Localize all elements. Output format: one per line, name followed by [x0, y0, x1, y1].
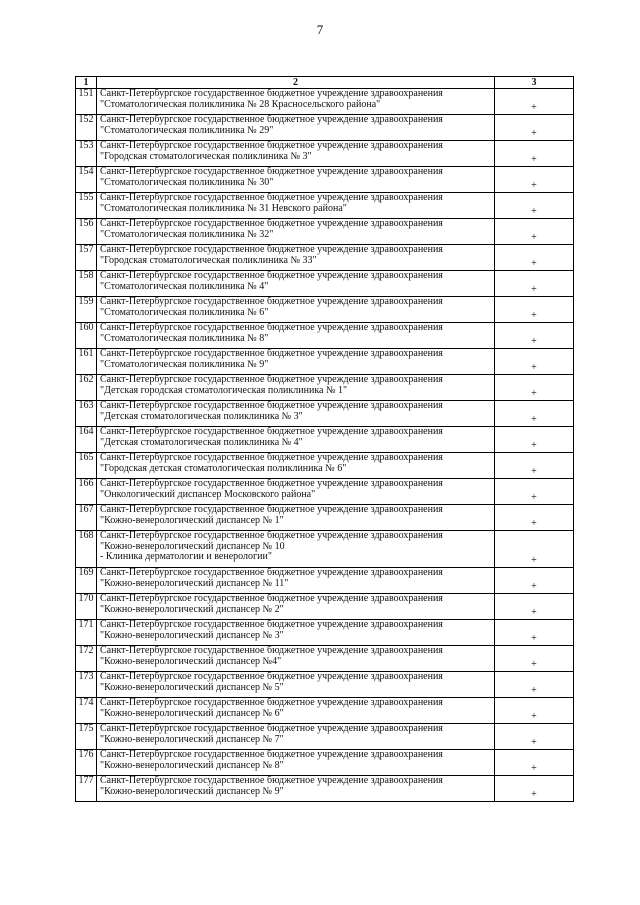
table-row [76, 620, 574, 646]
mark-cell: + [495, 776, 574, 802]
row-number: 155 [76, 193, 97, 219]
institution-name-cell [97, 219, 495, 245]
institution-name-cell [97, 245, 495, 271]
row-number: 168 [76, 531, 97, 568]
row-number: 161 [76, 349, 97, 375]
institution-name-cell [97, 646, 495, 672]
table-row [76, 453, 574, 479]
table-body [76, 89, 574, 802]
institution-name-line: Санкт-Петербургское государственное бюджетное учреждение здравоохранения [100, 478, 443, 489]
institution-name-line: Санкт-Петербургское государственное бюджетное учреждение здравоохранения [100, 504, 443, 515]
institution-name-line: Санкт-Петербургское государственное бюджетное учреждение здравоохранения [100, 400, 443, 411]
institutions-table [75, 76, 574, 802]
institution-name-cell [97, 453, 495, 479]
institution-name-line: "Кожно-венерологический диспансер № 1" [100, 514, 284, 526]
row-number: 157 [76, 245, 97, 271]
table-row [76, 219, 574, 245]
institution-name-cell [97, 167, 495, 193]
institution-name-line: Санкт-Петербургское государственное бюджетное учреждение здравоохранения [100, 530, 443, 541]
institution-name-line: "Кожно-венерологический диспансер № 7" [100, 733, 284, 745]
mark-cell: + [495, 245, 574, 271]
institution-name-line: Санкт-Петербургское государственное бюджетное учреждение здравоохранения [100, 645, 443, 656]
institution-name-cell [97, 89, 495, 115]
row-number: 173 [76, 672, 97, 698]
mark-cell: + [495, 698, 574, 724]
mark-cell: + [495, 505, 574, 531]
institution-name-cell [97, 724, 495, 750]
institution-name-line: Санкт-Петербургское государственное бюджетное учреждение здравоохранения [100, 593, 443, 604]
institution-name-line: "Кожно-венерологический диспансер №4" [100, 655, 282, 667]
table-row [76, 167, 574, 193]
institution-name-cell [97, 750, 495, 776]
row-number: 166 [76, 479, 97, 505]
mark-cell: + [495, 479, 574, 505]
institution-name-cell [97, 401, 495, 427]
table-row [76, 568, 574, 594]
institution-name-line: Санкт-Петербургское государственное бюджетное учреждение здравоохранения [100, 452, 443, 463]
row-number: 156 [76, 219, 97, 245]
page-number: 7 [316, 22, 324, 37]
institution-name-line: "Стоматологическая поликлиника № 4" [100, 280, 269, 292]
row-number: 172 [76, 646, 97, 672]
institution-name-cell [97, 141, 495, 167]
mark-cell: + [495, 646, 574, 672]
mark-cell: + [495, 672, 574, 698]
institution-name-line: "Кожно-венерологический диспансер № 6" [100, 707, 284, 719]
institution-name-cell [97, 427, 495, 453]
institution-name-line: "Городская стоматологическая поликлиника № 3" [100, 150, 312, 162]
mark-cell: + [495, 297, 574, 323]
mark-cell: + [495, 323, 574, 349]
institution-name-line: "Городская стоматологическая поликлиника № 33" [100, 254, 317, 266]
table-row [76, 401, 574, 427]
row-number: 163 [76, 401, 97, 427]
row-number: 160 [76, 323, 97, 349]
institution-name-line: "Детская стоматологическая поликлиника № 3" [100, 410, 303, 422]
institution-name-line: Санкт-Петербургское государственное бюджетное учреждение здравоохранения [100, 426, 443, 437]
table-row [76, 724, 574, 750]
institution-name-cell [97, 620, 495, 646]
table-row [76, 89, 574, 115]
mark-cell: + [495, 568, 574, 594]
table-row [76, 375, 574, 401]
table-row [76, 271, 574, 297]
mark-cell: + [495, 594, 574, 620]
institution-name-line: Санкт-Петербургское государственное бюджетное учреждение здравоохранения [100, 619, 443, 630]
mark-cell: + [495, 401, 574, 427]
column-header-number: 1 [76, 77, 97, 89]
institution-name-cell [97, 479, 495, 505]
institution-name-line: Санкт-Петербургское государственное бюджетное учреждение здравоохранения [100, 348, 443, 359]
table-row [76, 750, 574, 776]
mark-cell: + [495, 375, 574, 401]
institution-name-line: Санкт-Петербургское государственное бюджетное учреждение здравоохранения [100, 140, 443, 151]
institution-name-line: Санкт-Петербургское государственное бюджетное учреждение здравоохранения [100, 244, 443, 255]
institution-name-cell [97, 115, 495, 141]
institution-name-line: Санкт-Петербургское государственное бюджетное учреждение здравоохранения [100, 723, 443, 734]
institution-name-line: "Стоматологическая поликлиника № 6" [100, 306, 269, 318]
table-row [76, 594, 574, 620]
institution-name-line: Санкт-Петербургское государственное бюджетное учреждение здравоохранения [100, 567, 443, 578]
institution-name-line: - Клиника дерматологии и венерологии" [100, 551, 272, 563]
institution-name-line: "Стоматологическая поликлиника № 30" [100, 176, 274, 188]
institution-name-cell [97, 531, 495, 568]
institution-name-line: Санкт-Петербургское государственное бюджетное учреждение здравоохранения [100, 218, 443, 229]
institution-name-line: "Онкологический диспансер Московского района" [100, 488, 316, 500]
institution-name-cell [97, 271, 495, 297]
mark-cell: + [495, 167, 574, 193]
institution-name-line: "Стоматологическая поликлиника № 31 Невского района" [100, 202, 347, 214]
institution-name-cell [97, 594, 495, 620]
institution-name-line: Санкт-Петербургское государственное бюджетное учреждение здравоохранения [100, 697, 443, 708]
institution-name-line: "Кожно-венерологический диспансер № 2" [100, 603, 284, 615]
table-row [76, 297, 574, 323]
institution-name-cell [97, 505, 495, 531]
mark-cell: + [495, 750, 574, 776]
institution-name-line: "Кожно-венерологический диспансер № 10 [100, 540, 285, 552]
row-number: 174 [76, 698, 97, 724]
institution-name-line: "Детская городская стоматологическая поликлиника № 1" [100, 384, 348, 396]
institution-name-cell [97, 698, 495, 724]
institution-name-cell [97, 193, 495, 219]
table-row [76, 245, 574, 271]
institution-name-line: "Городская детская стоматологическая поликлиника № 6" [100, 462, 347, 474]
institution-name-line: "Стоматологическая поликлиника № 29" [100, 124, 274, 136]
row-number: 170 [76, 594, 97, 620]
table-row [76, 672, 574, 698]
mark-cell: + [495, 89, 574, 115]
table-row [76, 479, 574, 505]
row-number: 152 [76, 115, 97, 141]
mark-cell: + [495, 724, 574, 750]
row-number: 164 [76, 427, 97, 453]
institution-name-line: "Кожно-венерологический диспансер № 9" [100, 785, 284, 797]
table-row [76, 646, 574, 672]
table-row [76, 115, 574, 141]
row-number: 151 [76, 89, 97, 115]
institution-name-line: Санкт-Петербургское государственное бюджетное учреждение здравоохранения [100, 322, 443, 333]
institution-name-line: "Кожно-венерологический диспансер № 5" [100, 681, 284, 693]
institution-name-line: "Стоматологическая поликлиника № 32" [100, 228, 274, 240]
institution-name-line: Санкт-Петербургское государственное бюджетное учреждение здравоохранения [100, 88, 443, 99]
mark-cell: + [495, 531, 574, 568]
institution-name-cell [97, 297, 495, 323]
institution-name-cell [97, 323, 495, 349]
row-number: 177 [76, 776, 97, 802]
institution-name-line: "Стоматологическая поликлиника № 28 Красносельского района" [100, 98, 381, 110]
table-row [76, 349, 574, 375]
row-number: 169 [76, 568, 97, 594]
institution-name-cell [97, 776, 495, 802]
table-row [76, 323, 574, 349]
table-row [76, 193, 574, 219]
row-number: 176 [76, 750, 97, 776]
table-row [76, 141, 574, 167]
column-header-name: 2 [97, 77, 495, 89]
institution-name-line: Санкт-Петербургское государственное бюджетное учреждение здравоохранения [100, 749, 443, 760]
mark-cell: + [495, 620, 574, 646]
row-number: 162 [76, 375, 97, 401]
mark-cell: + [495, 453, 574, 479]
row-number: 153 [76, 141, 97, 167]
table-row [76, 427, 574, 453]
mark-cell: + [495, 349, 574, 375]
row-number: 167 [76, 505, 97, 531]
institution-name-line: Санкт-Петербургское государственное бюджетное учреждение здравоохранения [100, 296, 443, 307]
institution-name-line: "Кожно-венерологический диспансер № 8" [100, 759, 284, 771]
institution-name-line: "Стоматологическая поликлиника № 9" [100, 358, 269, 370]
mark-cell: + [495, 427, 574, 453]
mark-cell: + [495, 141, 574, 167]
institution-name-line: Санкт-Петербургское государственное бюджетное учреждение здравоохранения [100, 671, 443, 682]
table-row [76, 505, 574, 531]
table-row [76, 531, 574, 568]
row-number: 165 [76, 453, 97, 479]
institution-name-line: "Детская стоматологическая поликлиника № 4" [100, 436, 303, 448]
institution-name-line: "Кожно-венерологический диспансер № 3" [100, 629, 284, 641]
row-number: 175 [76, 724, 97, 750]
institution-name-cell [97, 349, 495, 375]
institution-name-line: "Кожно-венерологический диспансер № 11" [100, 577, 289, 589]
institution-name-line: Санкт-Петербургское государственное бюджетное учреждение здравоохранения [100, 775, 443, 786]
row-number: 154 [76, 167, 97, 193]
institution-name-line: "Стоматологическая поликлиника № 8" [100, 332, 269, 344]
table-row [76, 776, 574, 802]
institution-name-line: Санкт-Петербургское государственное бюджетное учреждение здравоохранения [100, 270, 443, 281]
institution-name-line: Санкт-Петербургское государственное бюджетное учреждение здравоохранения [100, 114, 443, 125]
mark-cell: + [495, 219, 574, 245]
row-number: 159 [76, 297, 97, 323]
mark-cell: + [495, 115, 574, 141]
institution-name-cell [97, 375, 495, 401]
table-row [76, 698, 574, 724]
row-number: 171 [76, 620, 97, 646]
institution-name-cell [97, 568, 495, 594]
row-number: 158 [76, 271, 97, 297]
column-header-mark: 3 [495, 77, 574, 89]
institution-name-line: Санкт-Петербургское государственное бюджетное учреждение здравоохранения [100, 166, 443, 177]
table-header-row [76, 77, 574, 89]
institution-name-line: Санкт-Петербургское государственное бюджетное учреждение здравоохранения [100, 192, 443, 203]
mark-cell: + [495, 271, 574, 297]
institution-name-line: Санкт-Петербургское государственное бюджетное учреждение здравоохранения [100, 374, 443, 385]
mark-cell: + [495, 193, 574, 219]
institution-name-cell [97, 672, 495, 698]
